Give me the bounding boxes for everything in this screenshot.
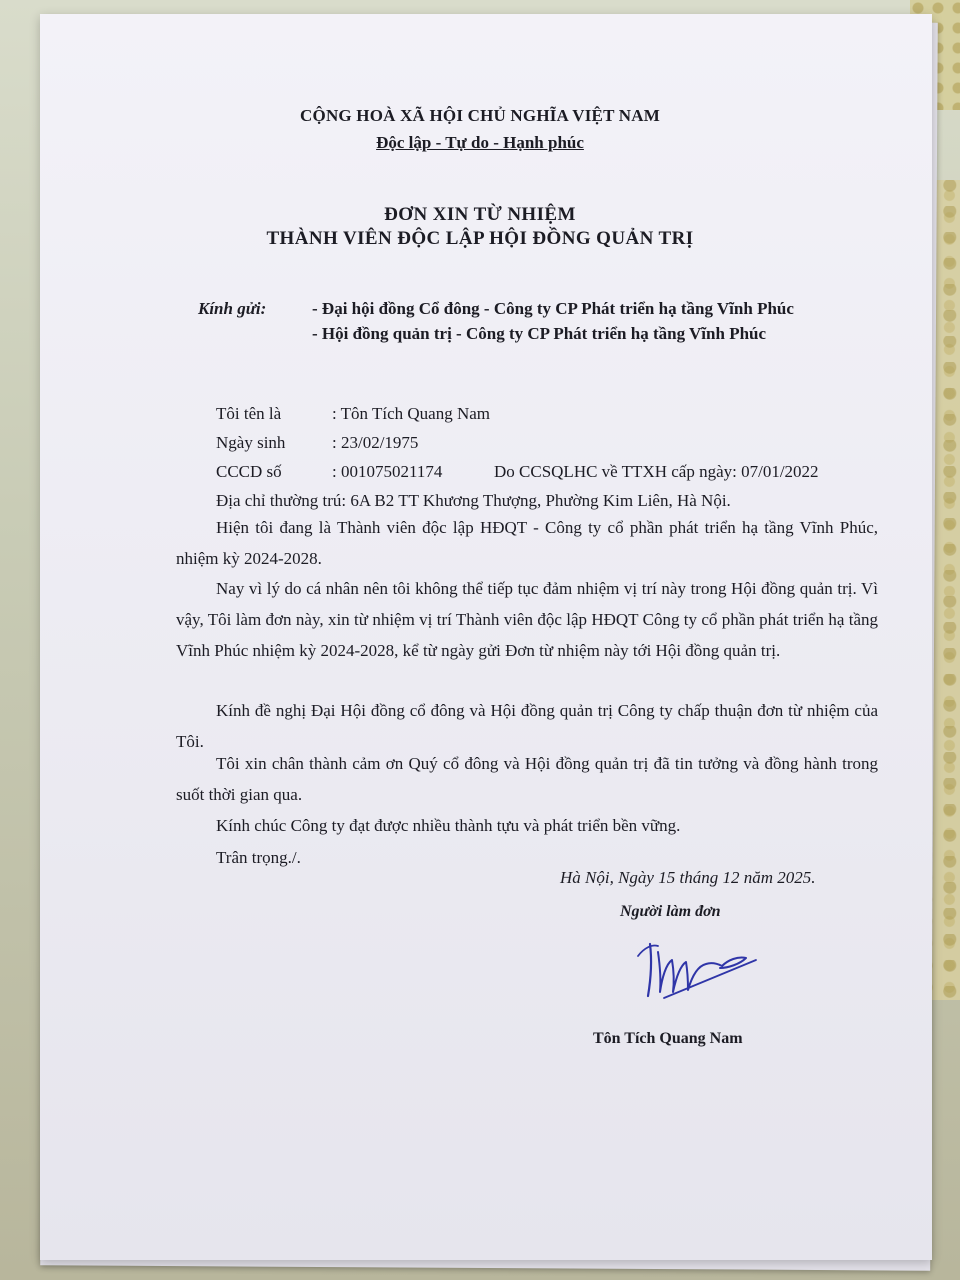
recipient-line-2: - Hội đồng quản trị - Công ty CP Phát triển hạ tầng Vĩnh Phúc	[312, 324, 767, 343]
place-date: Hà Nội, Ngày 15 tháng 12 năm 2025.	[560, 868, 816, 887]
document-title: ĐƠN XIN TỪ NHIỆM	[384, 204, 576, 225]
paragraph-wishes: Kính chúc Công ty đạt được nhiều thành tựu và phát triển bền vững.	[216, 816, 681, 835]
signer-role: Người làm đơn	[620, 903, 721, 920]
country-header: CỘNG HOÀ XÃ HỘI CHỦ NGHĨA VIỆT NAM	[300, 106, 660, 125]
id-issue-info: Do CCSQLHC về TTXH cấp ngày: 07/01/2022	[494, 462, 819, 481]
motto-header	[0, 133, 960, 153]
dob-value: : 23/02/1975	[332, 433, 419, 452]
id-value: : 001075021174	[332, 462, 443, 481]
signer-name: Tôn Tích Quang Nam	[593, 1030, 743, 1047]
recipient-line-1: - Đại hội đồng Cổ đông - Công ty CP Phát triển hạ tầng Vĩnh Phúc	[312, 299, 794, 318]
name-label: Tôi tên là	[216, 404, 282, 423]
recipient-label: Kính gửi:	[198, 299, 267, 318]
name-value: : Tôn Tích Quang Nam	[332, 404, 491, 423]
address-line: Địa chỉ thường trú: 6A B2 TT Khương Thượng, Phường Kim Liên, Hà Nội.	[216, 491, 731, 510]
closing-line: Trân trọng./.	[216, 848, 301, 867]
paragraph-thanks: Tôi xin chân thành cảm ơn Quý cổ đông và Hội đồng quản trị đã tin tưởng và đồng hành trong suốt thời gian qua.	[176, 754, 878, 804]
id-label: CCCD số	[216, 462, 282, 481]
paragraph-current-role: Hiện tôi đang là Thành viên độc lập HĐQT - Công ty cổ phần phát triển hạ tầng Vĩnh Phúc, nhiệm kỳ 2024-2028.	[176, 518, 878, 568]
document-subtitle: THÀNH VIÊN ĐỘC LẬP HỘI ĐỒNG QUẢN TRỊ	[266, 228, 694, 249]
paragraph-resignation: Nay vì lý do cá nhân nên tôi không thể tiếp tục đảm nhiệm vị trí này trong Hội đồng quản trị. Vì vậy, Tôi làm đơn này, xin từ nhiệm vị trí Thành viên độc lập HĐQT Công ty cổ phần phát triển hạ tầng Vĩnh Phúc nhiệm kỳ 2024-2028, kể từ ngày gửi Đơn từ nhiệm này tới Hội đồng quản trị.	[176, 579, 878, 660]
motto-text: Độc lập - Tự do - Hạnh phúc	[376, 133, 584, 152]
paragraph-request: Kính đề nghị Đại Hội đồng cổ đông và Hội đồng quản trị Công ty chấp thuận đơn từ nhiệm của Tôi.	[176, 701, 878, 751]
dob-label: Ngày sinh	[216, 433, 286, 452]
handwritten-signature	[628, 930, 768, 1010]
